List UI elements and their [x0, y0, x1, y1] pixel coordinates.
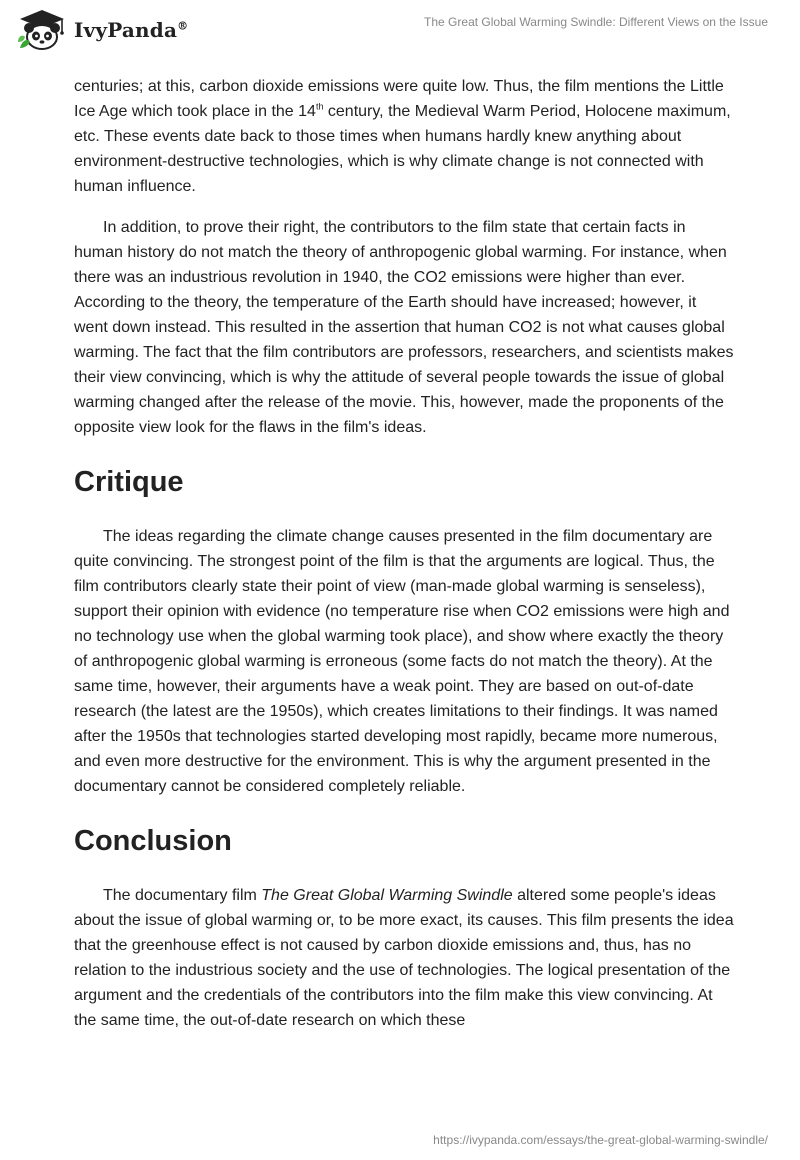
paragraph: The ideas regarding the climate change causes presented in the film documentary are quite convincing. The strongest point of the film is that the arguments are logical. Thus, the film contributors clearly state their point of view (man-made global warming is senseless), support their opinion with evidence (no temperature rise when CO2 emissions were high and no technology use when the global warming took place), and show where exactly the theory of anthropogenic global warming is erroneous (some facts do not match the theory). At the same time, however, their arguments have a weak point. They are based on out-of-date research (the latest are the 1950s), which creates limitations to their findings. It was named after the 1950s that technologies started developing most rapidly, became more numerous, and even more destructive for the environment. This is why the argument presented in the documentary cannot be considered completely reliable. [74, 528, 730, 795]
paragraph: In addition, to prove their right, the contributors to the film state that certain facts in human history do not match the theory of anthropogenic global warming. For instance, when there was an industrious revolution in 1940, the CO2 emissions were higher than ever. According to the theory, the temperature of the Earth should have increased; however, it went down instead. This resulted in the assertion that human CO2 is not what causes global warming. The fact that the film contributors are professors, researchers, and scientists makes their view convincing, which is why the attitude of several people towards the issue of global warming changed after the release of the movie. This, however, made the proponents of the opposite view look for the flaws in the film's ideas. [74, 219, 734, 436]
page-header [0, 0, 800, 70]
paragraph: The documentary film The Great Global Warming Swindle altered some people's ideas about the issue of global warming or, to be more exact, its causes. This film presents the idea that the greenhouse effect is not caused by carbon dioxide emissions and, thus, has no relation to the industrious society and the use of technologies. The logical presentation of the argument and the credentials of the contributors into the film make this view convincing. At the same time, the out-of-date research on which these [74, 887, 734, 1029]
document-title: The Great Global Warming Swindle: Different Views on the Issue [424, 15, 768, 29]
section-heading-critique: Critique [74, 466, 184, 498]
logo-wordmark: IvyPanda® [74, 18, 189, 42]
section-heading-conclusion: Conclusion [74, 825, 232, 857]
paragraph: centuries; at this, carbon dioxide emissions were quite low. Thus, the film mentions the Little Ice Age which took place in the 14th century, the Medieval Warm Period, Holocene maximum, etc. These events date back to those times when humans hardly knew anything about environment-destructive technologies, which is why climate change is not connected with human influence. [74, 78, 731, 195]
panda-graduate-icon [16, 8, 68, 52]
source-url[interactable]: https://ivypanda.com/essays/the-great-global-warming-swindle/ [433, 1133, 768, 1147]
ivypanda-logo[interactable] [16, 8, 188, 52]
essay-body [74, 74, 734, 1033]
film-title: The Great Global Warming Swindle [261, 887, 513, 904]
